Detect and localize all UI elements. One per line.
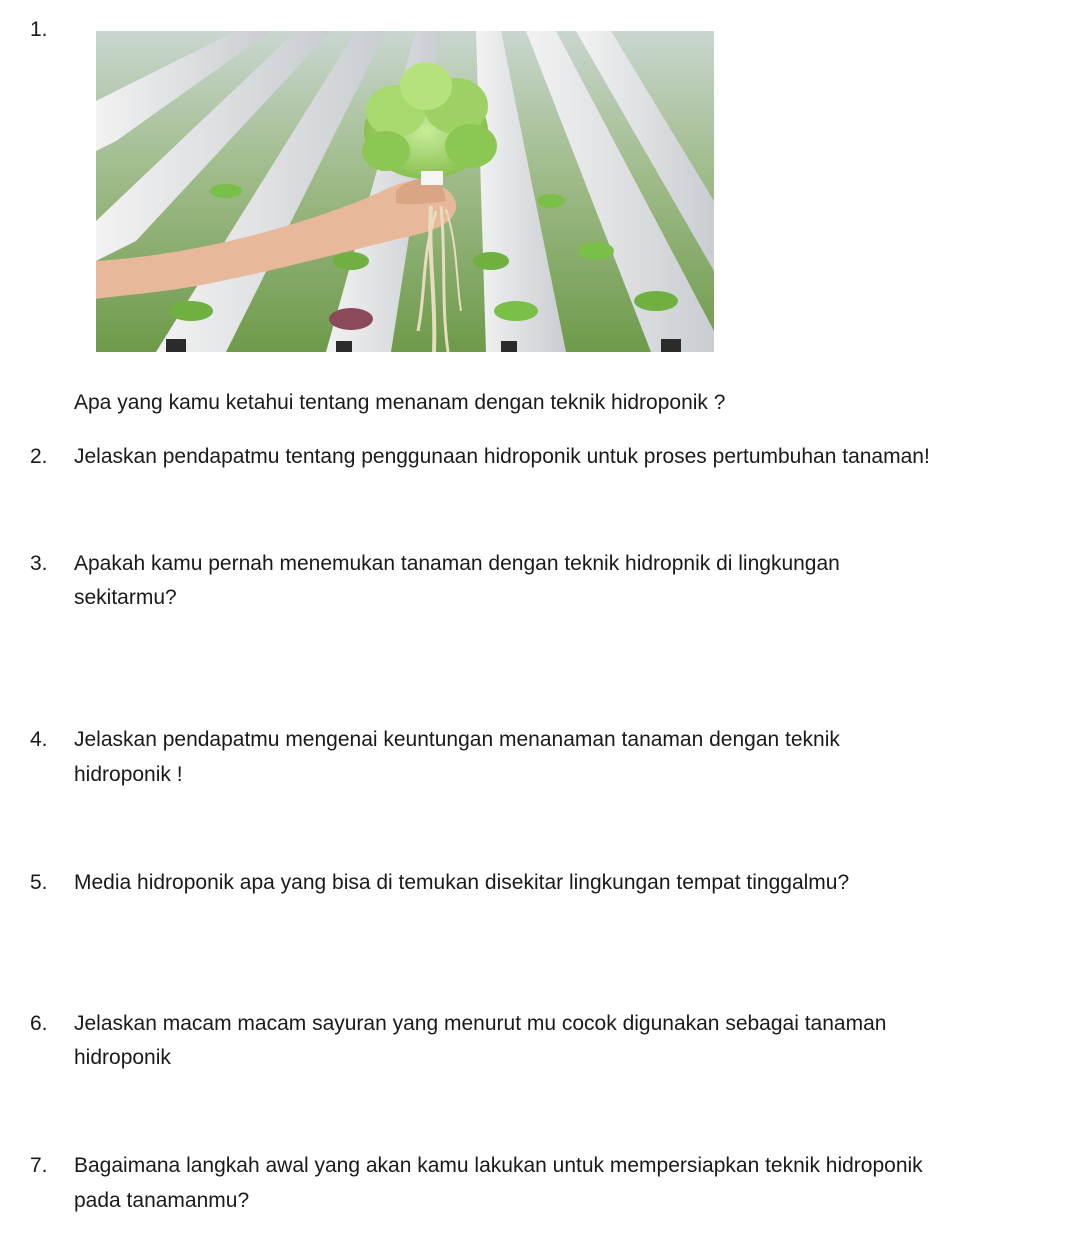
question-7-number: 7. — [30, 1154, 48, 1177]
question-2-number: 2. — [30, 445, 48, 468]
question-4-number: 4. — [30, 728, 48, 751]
question-3-number: 3. — [30, 552, 48, 575]
question-7-text: Bagaimana langkah awal yang akan kamu lakukan untuk mempersiapkan teknik hidroponik — [74, 1154, 923, 1177]
question-1-number: 1. — [30, 18, 48, 41]
question-3-text: Apakah kamu pernah menemukan tanaman dengan teknik hidropnik di lingkungan — [74, 552, 840, 575]
question-6-text-line2: hidroponik — [74, 1046, 171, 1069]
question-4-text: Jelaskan pendapatmu mengenai keuntungan menanaman tanaman dengan teknik — [74, 728, 840, 751]
question-3-text-line2: sekitarmu? — [74, 586, 177, 609]
hydroponic-photo — [96, 31, 714, 352]
question-2-text: Jelaskan pendapatmu tentang penggunaan hidroponik untuk proses pertumbuhan tanaman! — [74, 445, 930, 468]
question-1-text: Apa yang kamu ketahui tentang menanam dengan teknik hidroponik ? — [74, 391, 726, 414]
question-6-text: Jelaskan macam macam sayuran yang menurut mu cocok digunakan sebagai tanaman — [74, 1012, 887, 1035]
question-4-text-line2: hidroponik ! — [74, 763, 183, 786]
question-5-text: Media hidroponik apa yang bisa di temukan disekitar lingkungan tempat tinggalmu? — [74, 871, 850, 894]
question-6-number: 6. — [30, 1012, 48, 1035]
question-5-number: 5. — [30, 871, 48, 894]
question-7-text-line2: pada tanamanmu? — [74, 1189, 250, 1212]
